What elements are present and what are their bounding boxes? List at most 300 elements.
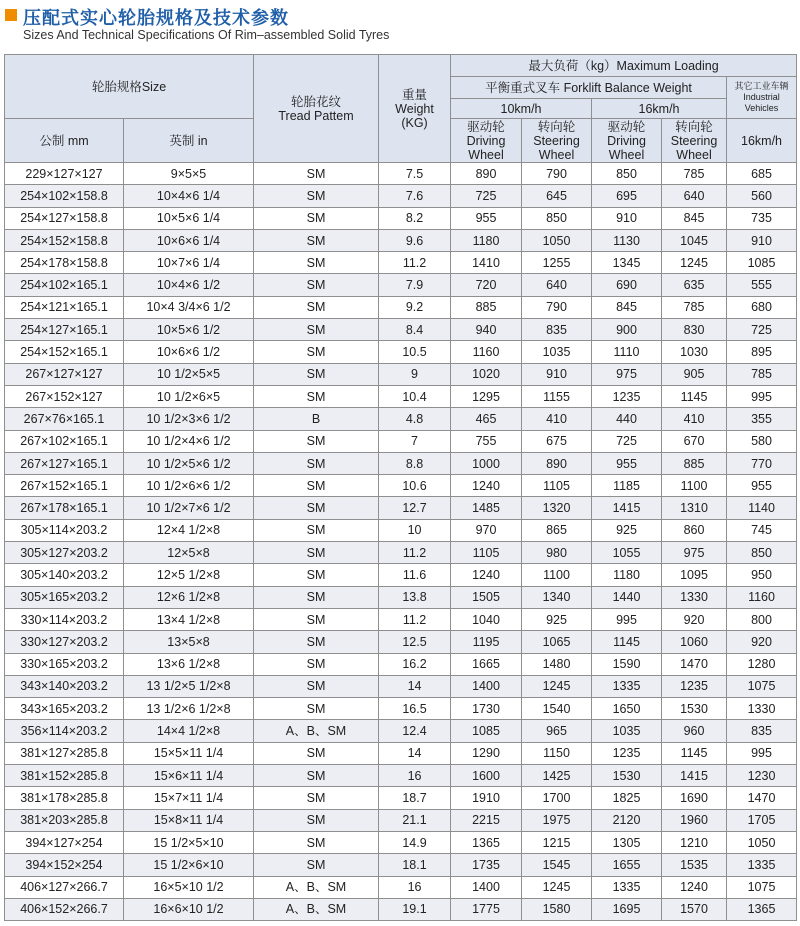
table-row <box>5 854 797 876</box>
cell-steering-16: 860 <box>662 519 727 541</box>
page-header <box>4 2 796 48</box>
cell-imperial: 15×6×11 1/4 <box>124 765 254 787</box>
cell-weight: 8.2 <box>379 207 451 229</box>
cell-industrial-16: 835 <box>727 720 797 742</box>
cell-metric: 343×165×203.2 <box>5 698 124 720</box>
cell-steering-10: 865 <box>522 519 592 541</box>
cell-imperial: 16×5×10 1/2 <box>124 876 254 898</box>
cell-industrial-16: 785 <box>727 363 797 385</box>
cell-driving-16: 1185 <box>592 475 662 497</box>
cell-metric: 267×178×165.1 <box>5 497 124 519</box>
cell-imperial: 15 1/2×6×10 <box>124 854 254 876</box>
cell-driving-16: 1035 <box>592 720 662 742</box>
cell-steering-10: 790 <box>522 296 592 318</box>
cell-metric: 267×127×127 <box>5 363 124 385</box>
cell-driving-16: 690 <box>592 274 662 296</box>
cell-driving-16: 1655 <box>592 854 662 876</box>
cell-steering-16: 1960 <box>662 809 727 831</box>
cell-industrial-16: 955 <box>727 475 797 497</box>
cell-tread: SM <box>254 831 379 853</box>
cell-weight: 10.4 <box>379 385 451 407</box>
cell-driving-16: 900 <box>592 319 662 341</box>
cell-weight: 19.1 <box>379 898 451 920</box>
cell-steering-10: 965 <box>522 720 592 742</box>
header-imperial: 英制 in <box>124 119 254 163</box>
cell-driving-10: 1020 <box>451 363 522 385</box>
cell-steering-10: 1050 <box>522 229 592 251</box>
cell-industrial-16: 850 <box>727 542 797 564</box>
cell-imperial: 10×4×6 1/4 <box>124 185 254 207</box>
cell-steering-10: 1245 <box>522 876 592 898</box>
cell-steering-16: 1245 <box>662 252 727 274</box>
cell-weight: 7.6 <box>379 185 451 207</box>
cell-driving-10: 885 <box>451 296 522 318</box>
table-row <box>5 207 797 229</box>
cell-weight: 18.7 <box>379 787 451 809</box>
cell-steering-10: 980 <box>522 542 592 564</box>
cell-steering-16: 1145 <box>662 385 727 407</box>
cell-weight: 7 <box>379 430 451 452</box>
cell-driving-16: 2120 <box>592 809 662 831</box>
cell-driving-16: 1110 <box>592 341 662 363</box>
cell-steering-16: 830 <box>662 319 727 341</box>
cell-steering-16: 1470 <box>662 653 727 675</box>
header-industrial-speed: 16km/h <box>727 119 797 163</box>
cell-metric: 330×165×203.2 <box>5 653 124 675</box>
cell-driving-10: 465 <box>451 408 522 430</box>
header-driving-16: 驱动轮 Driving Wheel <box>592 119 662 163</box>
table-row <box>5 475 797 497</box>
cell-weight: 11.2 <box>379 608 451 630</box>
cell-driving-10: 1290 <box>451 742 522 764</box>
cell-driving-16: 695 <box>592 185 662 207</box>
cell-steering-10: 1545 <box>522 854 592 876</box>
header-size: 轮胎规格Size <box>5 55 254 119</box>
header-industrial-en: Industrial Vehicles <box>743 92 780 113</box>
cell-metric: 254×102×165.1 <box>5 274 124 296</box>
cell-industrial-16: 1075 <box>727 675 797 697</box>
cell-imperial: 12×5 1/2×8 <box>124 564 254 586</box>
cell-steering-16: 640 <box>662 185 727 207</box>
cell-tread: B <box>254 408 379 430</box>
table-row <box>5 519 797 541</box>
cell-weight: 14 <box>379 675 451 697</box>
header-weight-cn: 重量 <box>402 87 428 102</box>
cell-imperial: 12×4 1/2×8 <box>124 519 254 541</box>
cell-industrial-16: 560 <box>727 185 797 207</box>
cell-steering-10: 1245 <box>522 675 592 697</box>
header-steering-16: 转向轮 Steering Wheel <box>662 119 727 163</box>
cell-tread: SM <box>254 698 379 720</box>
header-weight <box>379 55 451 163</box>
cell-driving-10: 725 <box>451 185 522 207</box>
title-marker-icon <box>5 9 17 21</box>
cell-tread: SM <box>254 608 379 630</box>
header-steering-10: 转向轮 Steering Wheel <box>522 119 592 163</box>
cell-imperial: 10×4×6 1/2 <box>124 274 254 296</box>
spec-table <box>4 54 797 921</box>
table-row <box>5 497 797 519</box>
cell-weight: 9 <box>379 363 451 385</box>
header-forklift: 平衡重式叉车 Forklift Balance Weight <box>451 77 727 99</box>
cell-steering-16: 1690 <box>662 787 727 809</box>
cell-metric: 381×203×285.8 <box>5 809 124 831</box>
table-row <box>5 653 797 675</box>
cell-driving-10: 1365 <box>451 831 522 853</box>
table-row <box>5 185 797 207</box>
cell-steering-16: 960 <box>662 720 727 742</box>
cell-industrial-16: 800 <box>727 608 797 630</box>
cell-driving-16: 1345 <box>592 252 662 274</box>
cell-tread: SM <box>254 341 379 363</box>
cell-driving-10: 1505 <box>451 586 522 608</box>
cell-driving-16: 1440 <box>592 586 662 608</box>
cell-weight: 16 <box>379 876 451 898</box>
cell-steering-10: 910 <box>522 363 592 385</box>
cell-driving-10: 940 <box>451 319 522 341</box>
cell-steering-16: 785 <box>662 296 727 318</box>
cell-driving-16: 1180 <box>592 564 662 586</box>
cell-tread: SM <box>254 252 379 274</box>
cell-industrial-16: 1330 <box>727 698 797 720</box>
cell-driving-16: 1335 <box>592 876 662 898</box>
cell-imperial: 10×5×6 1/2 <box>124 319 254 341</box>
cell-metric: 381×127×285.8 <box>5 742 124 764</box>
cell-weight: 7.9 <box>379 274 451 296</box>
cell-driving-10: 755 <box>451 430 522 452</box>
table-head <box>5 55 797 163</box>
cell-metric: 267×152×165.1 <box>5 475 124 497</box>
table-row <box>5 430 797 452</box>
cell-imperial: 15×8×11 1/4 <box>124 809 254 831</box>
cell-tread: SM <box>254 163 379 185</box>
header-driving-10: 驱动轮 Driving Wheel <box>451 119 522 163</box>
header-speed-16: 16km/h <box>592 99 727 119</box>
cell-tread: SM <box>254 475 379 497</box>
cell-imperial: 10 1/2×3×6 1/2 <box>124 408 254 430</box>
cell-metric: 356×114×203.2 <box>5 720 124 742</box>
cell-steering-10: 850 <box>522 207 592 229</box>
cell-steering-16: 1030 <box>662 341 727 363</box>
cell-weight: 9.2 <box>379 296 451 318</box>
cell-metric: 406×152×266.7 <box>5 898 124 920</box>
cell-steering-16: 670 <box>662 430 727 452</box>
cell-steering-10: 1480 <box>522 653 592 675</box>
header-speed-10: 10km/h <box>451 99 592 119</box>
cell-driving-16: 955 <box>592 452 662 474</box>
header-max-load: 最大负荷（kg）Maximum Loading <box>451 55 797 77</box>
cell-weight: 10 <box>379 519 451 541</box>
cell-driving-16: 910 <box>592 207 662 229</box>
cell-tread: SM <box>254 586 379 608</box>
cell-steering-16: 1570 <box>662 898 727 920</box>
cell-driving-16: 440 <box>592 408 662 430</box>
cell-tread: A、B、SM <box>254 898 379 920</box>
cell-steering-16: 1330 <box>662 586 727 608</box>
cell-driving-10: 1240 <box>451 475 522 497</box>
cell-steering-16: 1535 <box>662 854 727 876</box>
cell-imperial: 10 1/2×5×5 <box>124 363 254 385</box>
cell-imperial: 10 1/2×4×6 1/2 <box>124 430 254 452</box>
cell-imperial: 13 1/2×6 1/2×8 <box>124 698 254 720</box>
cell-driving-10: 890 <box>451 163 522 185</box>
table-row <box>5 252 797 274</box>
cell-steering-16: 785 <box>662 163 727 185</box>
cell-weight: 12.4 <box>379 720 451 742</box>
cell-driving-16: 995 <box>592 608 662 630</box>
cell-metric: 267×102×165.1 <box>5 430 124 452</box>
cell-industrial-16: 1335 <box>727 854 797 876</box>
table-row <box>5 742 797 764</box>
cell-steering-16: 410 <box>662 408 727 430</box>
cell-driving-10: 1735 <box>451 854 522 876</box>
cell-steering-10: 1540 <box>522 698 592 720</box>
cell-industrial-16: 920 <box>727 631 797 653</box>
cell-driving-16: 850 <box>592 163 662 185</box>
cell-driving-16: 1055 <box>592 542 662 564</box>
cell-steering-16: 975 <box>662 542 727 564</box>
header-tread-cn: 轮胎花纹 <box>291 94 342 109</box>
table-row <box>5 363 797 385</box>
cell-metric: 330×114×203.2 <box>5 608 124 630</box>
cell-driving-10: 720 <box>451 274 522 296</box>
cell-weight: 16.2 <box>379 653 451 675</box>
cell-weight: 12.5 <box>379 631 451 653</box>
cell-industrial-16: 995 <box>727 742 797 764</box>
cell-steering-10: 1150 <box>522 742 592 764</box>
cell-steering-10: 1105 <box>522 475 592 497</box>
table-row <box>5 319 797 341</box>
cell-steering-16: 845 <box>662 207 727 229</box>
cell-imperial: 12×6 1/2×8 <box>124 586 254 608</box>
cell-metric: 394×152×254 <box>5 854 124 876</box>
cell-driving-16: 725 <box>592 430 662 452</box>
cell-tread: A、B、SM <box>254 876 379 898</box>
cell-imperial: 9×5×5 <box>124 163 254 185</box>
cell-tread: SM <box>254 229 379 251</box>
cell-driving-10: 955 <box>451 207 522 229</box>
table-row <box>5 163 797 185</box>
header-weight-en: Weight <box>395 101 434 116</box>
cell-steering-10: 675 <box>522 430 592 452</box>
cell-industrial-16: 1075 <box>727 876 797 898</box>
cell-steering-10: 1215 <box>522 831 592 853</box>
table-row <box>5 586 797 608</box>
table-row <box>5 831 797 853</box>
table-row <box>5 765 797 787</box>
cell-tread: A、B、SM <box>254 720 379 742</box>
cell-tread: SM <box>254 185 379 207</box>
cell-driving-10: 1410 <box>451 252 522 274</box>
cell-tread: SM <box>254 207 379 229</box>
cell-metric: 305×127×203.2 <box>5 542 124 564</box>
cell-imperial: 10 1/2×6×6 1/2 <box>124 475 254 497</box>
header-metric: 公制 mm <box>5 119 124 163</box>
cell-tread: SM <box>254 742 379 764</box>
cell-steering-10: 1320 <box>522 497 592 519</box>
cell-tread: SM <box>254 363 379 385</box>
cell-weight: 8.8 <box>379 452 451 474</box>
cell-driving-10: 1105 <box>451 542 522 564</box>
cell-tread: SM <box>254 274 379 296</box>
cell-driving-16: 1305 <box>592 831 662 853</box>
cell-industrial-16: 680 <box>727 296 797 318</box>
cell-steering-10: 925 <box>522 608 592 630</box>
cell-steering-10: 1340 <box>522 586 592 608</box>
cell-industrial-16: 950 <box>727 564 797 586</box>
cell-weight: 10.5 <box>379 341 451 363</box>
table-row <box>5 341 797 363</box>
cell-weight: 11.2 <box>379 252 451 274</box>
cell-steering-16: 920 <box>662 608 727 630</box>
cell-driving-10: 1180 <box>451 229 522 251</box>
cell-driving-10: 1600 <box>451 765 522 787</box>
cell-metric: 394×127×254 <box>5 831 124 853</box>
cell-industrial-16: 770 <box>727 452 797 474</box>
cell-industrial-16: 555 <box>727 274 797 296</box>
cell-driving-16: 925 <box>592 519 662 541</box>
cell-steering-16: 635 <box>662 274 727 296</box>
table-row <box>5 720 797 742</box>
cell-driving-16: 1235 <box>592 742 662 764</box>
cell-imperial: 10×6×6 1/4 <box>124 229 254 251</box>
cell-steering-16: 1095 <box>662 564 727 586</box>
cell-steering-10: 1065 <box>522 631 592 653</box>
cell-metric: 305×114×203.2 <box>5 519 124 541</box>
cell-steering-16: 885 <box>662 452 727 474</box>
cell-industrial-16: 895 <box>727 341 797 363</box>
table-row <box>5 787 797 809</box>
cell-imperial: 13×5×8 <box>124 631 254 653</box>
table-row <box>5 876 797 898</box>
table-row <box>5 608 797 630</box>
header-tread <box>254 55 379 163</box>
cell-industrial-16: 725 <box>727 319 797 341</box>
cell-metric: 305×165×203.2 <box>5 586 124 608</box>
table-row <box>5 898 797 920</box>
cell-metric: 381×178×285.8 <box>5 787 124 809</box>
cell-weight: 12.7 <box>379 497 451 519</box>
cell-weight: 9.6 <box>379 229 451 251</box>
cell-tread: SM <box>254 631 379 653</box>
cell-industrial-16: 1470 <box>727 787 797 809</box>
table-row <box>5 385 797 407</box>
cell-industrial-16: 1085 <box>727 252 797 274</box>
cell-weight: 21.1 <box>379 809 451 831</box>
cell-driving-10: 2215 <box>451 809 522 831</box>
cell-tread: SM <box>254 809 379 831</box>
cell-driving-10: 1000 <box>451 452 522 474</box>
cell-weight: 14 <box>379 742 451 764</box>
cell-metric: 254×127×158.8 <box>5 207 124 229</box>
cell-weight: 11.2 <box>379 542 451 564</box>
cell-imperial: 14×4 1/2×8 <box>124 720 254 742</box>
table-body <box>5 163 797 921</box>
cell-industrial-16: 1365 <box>727 898 797 920</box>
cell-driving-16: 1650 <box>592 698 662 720</box>
cell-metric: 229×127×127 <box>5 163 124 185</box>
cell-metric: 406×127×266.7 <box>5 876 124 898</box>
cell-driving-16: 1825 <box>592 787 662 809</box>
cell-driving-16: 975 <box>592 363 662 385</box>
cell-industrial-16: 995 <box>727 385 797 407</box>
cell-steering-16: 1210 <box>662 831 727 853</box>
cell-tread: SM <box>254 675 379 697</box>
cell-driving-10: 1775 <box>451 898 522 920</box>
cell-imperial: 10×5×6 1/4 <box>124 207 254 229</box>
cell-imperial: 13×6 1/2×8 <box>124 653 254 675</box>
cell-tread: SM <box>254 452 379 474</box>
cell-weight: 7.5 <box>379 163 451 185</box>
cell-weight: 16.5 <box>379 698 451 720</box>
cell-industrial-16: 745 <box>727 519 797 541</box>
table-row <box>5 564 797 586</box>
cell-metric: 381×152×285.8 <box>5 765 124 787</box>
table-row <box>5 296 797 318</box>
table-row <box>5 631 797 653</box>
cell-tread: SM <box>254 787 379 809</box>
cell-industrial-16: 355 <box>727 408 797 430</box>
cell-driving-16: 1695 <box>592 898 662 920</box>
cell-steering-16: 1310 <box>662 497 727 519</box>
cell-industrial-16: 685 <box>727 163 797 185</box>
cell-metric: 254×127×165.1 <box>5 319 124 341</box>
cell-driving-10: 1910 <box>451 787 522 809</box>
table-row <box>5 809 797 831</box>
cell-tread: SM <box>254 319 379 341</box>
table-row <box>5 229 797 251</box>
cell-tread: SM <box>254 653 379 675</box>
cell-steering-10: 1255 <box>522 252 592 274</box>
cell-driving-10: 1040 <box>451 608 522 630</box>
cell-industrial-16: 1160 <box>727 586 797 608</box>
cell-tread: SM <box>254 296 379 318</box>
cell-metric: 254×102×158.8 <box>5 185 124 207</box>
cell-imperial: 15×5×11 1/4 <box>124 742 254 764</box>
cell-steering-10: 640 <box>522 274 592 296</box>
cell-metric: 267×152×127 <box>5 385 124 407</box>
cell-driving-16: 1415 <box>592 497 662 519</box>
cell-steering-10: 1155 <box>522 385 592 407</box>
cell-steering-16: 1235 <box>662 675 727 697</box>
cell-driving-10: 1240 <box>451 564 522 586</box>
table-row <box>5 542 797 564</box>
cell-driving-16: 1590 <box>592 653 662 675</box>
table-row <box>5 274 797 296</box>
cell-weight: 18.1 <box>379 854 451 876</box>
cell-driving-16: 845 <box>592 296 662 318</box>
cell-steering-16: 1530 <box>662 698 727 720</box>
cell-imperial: 10 1/2×7×6 1/2 <box>124 497 254 519</box>
cell-driving-10: 1085 <box>451 720 522 742</box>
cell-imperial: 10×4 3/4×6 1/2 <box>124 296 254 318</box>
cell-driving-10: 1400 <box>451 675 522 697</box>
cell-industrial-16: 1705 <box>727 809 797 831</box>
cell-steering-16: 1240 <box>662 876 727 898</box>
cell-tread: SM <box>254 385 379 407</box>
table-row <box>5 408 797 430</box>
cell-industrial-16: 1280 <box>727 653 797 675</box>
cell-driving-16: 1530 <box>592 765 662 787</box>
cell-steering-16: 1415 <box>662 765 727 787</box>
cell-tread: SM <box>254 430 379 452</box>
cell-weight: 10.6 <box>379 475 451 497</box>
cell-tread: SM <box>254 564 379 586</box>
cell-steering-10: 790 <box>522 163 592 185</box>
cell-steering-16: 1100 <box>662 475 727 497</box>
page-subtitle: Sizes And Technical Specifications Of Rim–assembled Solid Tyres <box>23 28 390 42</box>
cell-metric: 305×140×203.2 <box>5 564 124 586</box>
